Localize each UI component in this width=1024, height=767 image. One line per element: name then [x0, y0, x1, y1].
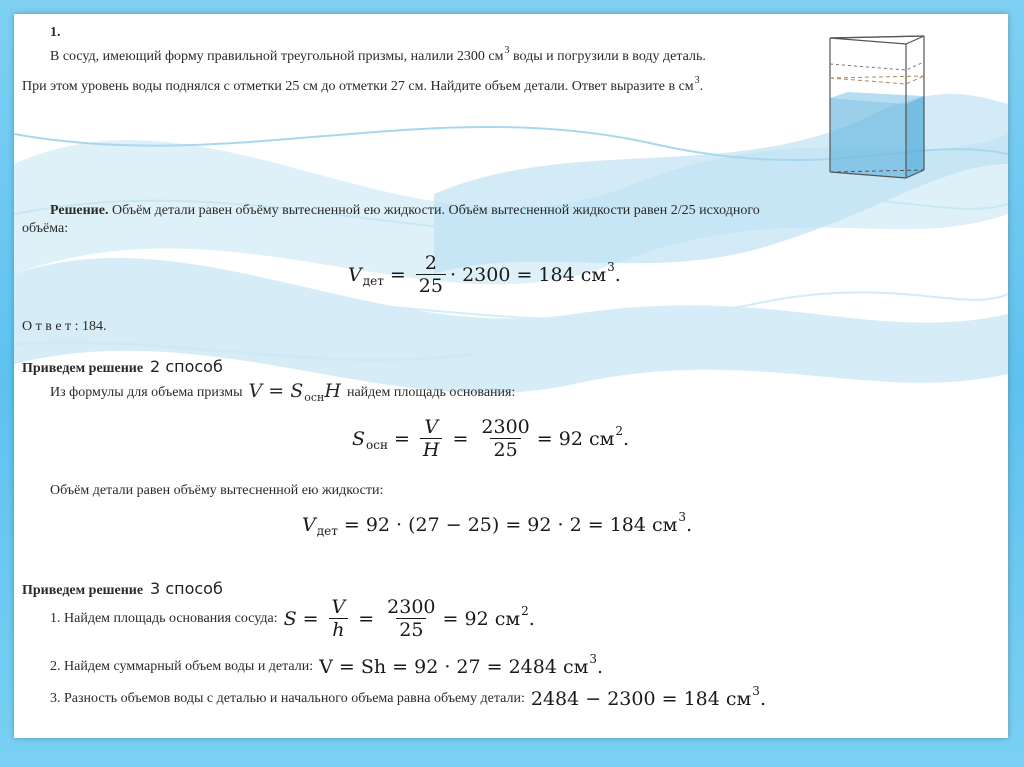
problem-line-1: В сосуд, имеющий форму правильной треугольной призмы, налили 2300 $см^3$ воды и погрузили в воду деталь.	[50, 45, 706, 64]
method2-title: Приведем решение 2 способ	[22, 357, 223, 376]
solution-line-1: Решение. Объём детали равен объёму вытесненной ею жидкости. Объём вытесненной жидкости равен 2/25 исходного	[50, 203, 760, 218]
method2-text-2: Объём детали равен объёму вытесненной ею жидкости:	[50, 483, 384, 498]
prism-illustration	[820, 34, 932, 186]
method2-formula-1: S осн = $\frac{V}{H}$ = $\frac{2300}{25}$ = 92 см 2 .	[352, 416, 630, 461]
solution-formula: V дет = $\frac{2}{25}$ · 2300 = 184 см 3 .	[348, 252, 621, 297]
method3-step-2: 2. Найдем суммарный объем воды и детали: V = Sh = 92 · 27 = 2484 см 3 .	[50, 652, 604, 678]
method2-intro: Из формулы для объема призмы $V = S_{осн}H$ найдем площадь основания:	[50, 380, 516, 404]
method3-step-1: 1. Найдем площадь основания сосуда: S = $\frac{V}{h}$ = $\frac{2300}{25}$ = 92 см 2 .	[50, 596, 535, 641]
answer: О т в е т : 184.	[22, 319, 107, 334]
problem-number: 1.	[50, 25, 61, 40]
method2-formula-2: V дет = 92 · (27 − 25) = 92 · 2 = 184 см 3 .	[302, 510, 693, 538]
problem-line-2: При этом уровень воды поднялся с отметки 25 см до отметки 27 см. Найдите объем детали. Ответ выразите в $см^3$.	[22, 75, 704, 94]
solution-line-2: объёма:	[22, 221, 69, 236]
method3-title: Приведем решение 3 способ	[22, 579, 223, 598]
method3-step-3: 3. Разность объемов воды с деталью и начального объема равна объему детали: 2484 − 2300 = 184 см 3 .	[50, 684, 766, 710]
slide	[14, 14, 1008, 738]
